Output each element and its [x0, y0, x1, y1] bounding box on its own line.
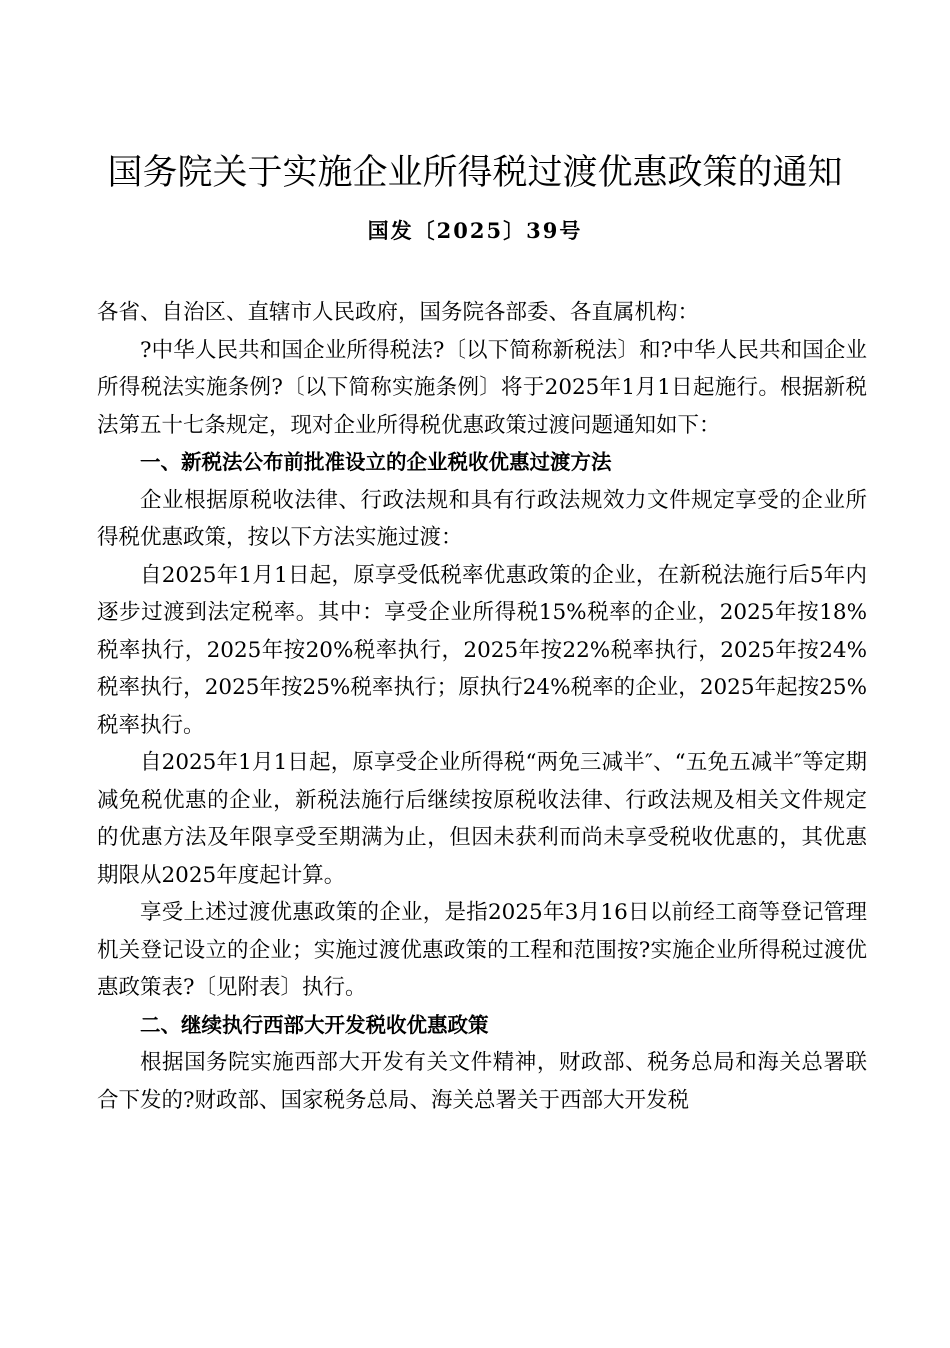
paragraph: 自2025年1月1日起，原享受企业所得税“两免三减半″、“五免五减半″等定期减免税优惠的企业，新税法施行后继续按原税收法律、行政法规及相关文件规定的优惠方法及年限享受至期满为止，但因未获利而尚未享受税收优惠的，其优惠期限从2025年度起计算。	[97, 750, 867, 888]
paragraph: 享受上述过渡优惠政策的企业，是指2025年3月16日以前经工商等登记管理机关登记设立的企业；实施过渡优惠政策的工程和范围按?实施企业所得税过渡优惠政策表?〔见附表〕执行。	[97, 900, 867, 1000]
document-title: 国务院关于实施企业所得税过渡优惠政策的通知	[107, 153, 843, 193]
paragraph: 自2025年1月1日起，原享受低税率优惠政策的企业，在新税法施行后5年内逐步过渡到法定税率。其中：享受企业所得税15%税率的企业，2025年按18%税率执行，2025年按20%税率执行，2025年按22%税率执行，2025年按24%税率执行，2025年按25%税率执行；原执行24%税率的企业，2025年起按25%税率执行。	[97, 562, 867, 738]
paragraph: 企业根据原税收法律、行政法规和具有行政法规效力文件规定享受的企业所得税优惠政策，按以下方法实施过渡：	[97, 487, 867, 550]
paragraph-intro: ?中华人民共和国企业所得税法?〔以下简称新税法〕和?中华人民共和国企业所得税法实施条例?〔以下简称实施条例〕将于2025年1月1日起施行。根据新税法第五十七条规定，现对企业所得税优惠政策过渡问题通知如下：	[97, 337, 867, 438]
salutation: 各省、自治区、直辖市人民政府，国务院各部委、各直属机构：	[97, 300, 700, 325]
paragraph: 根据国务院实施西部大开发有关文件精神，财政部、税务总局和海关总署联合下发的?财政部、国家税务总局、海关总署关于西部大开发税	[97, 1050, 867, 1113]
section-heading-2: 二、继续执行西部大开发税收优惠政策	[140, 1012, 489, 1037]
section-heading-1: 一、新税法公布前批准设立的企业税收优惠过渡方法	[140, 450, 612, 474]
document-number: 国发〔2025〕39号	[367, 218, 583, 243]
document-body	[97, 294, 867, 1119]
